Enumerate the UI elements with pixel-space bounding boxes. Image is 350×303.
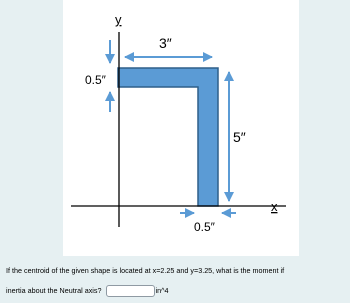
answer-input[interactable]	[106, 285, 155, 297]
answer-unit: in^4	[155, 286, 169, 295]
dim-top-thickness-label: 0.5″	[85, 73, 106, 87]
dim-height-label: 5″	[233, 129, 246, 145]
y-axis-label: y	[115, 12, 122, 27]
dim-bottom-thickness-label: 0.5″	[194, 220, 215, 234]
question-text	[6, 261, 346, 301]
question-line-1: If the centroid of the given shape is located at x=2.25 and y=3.25, what is the moment if	[6, 266, 285, 275]
question-prompt: inertia about the Neutral axis?	[6, 286, 102, 295]
question-line-2	[6, 281, 346, 301]
cross-section-diagram	[63, 0, 299, 256]
dim-top-width-label: 3″	[159, 35, 172, 51]
figure-panel	[63, 0, 299, 256]
x-axis-label: x	[271, 199, 278, 214]
l-shape-section	[118, 68, 218, 206]
